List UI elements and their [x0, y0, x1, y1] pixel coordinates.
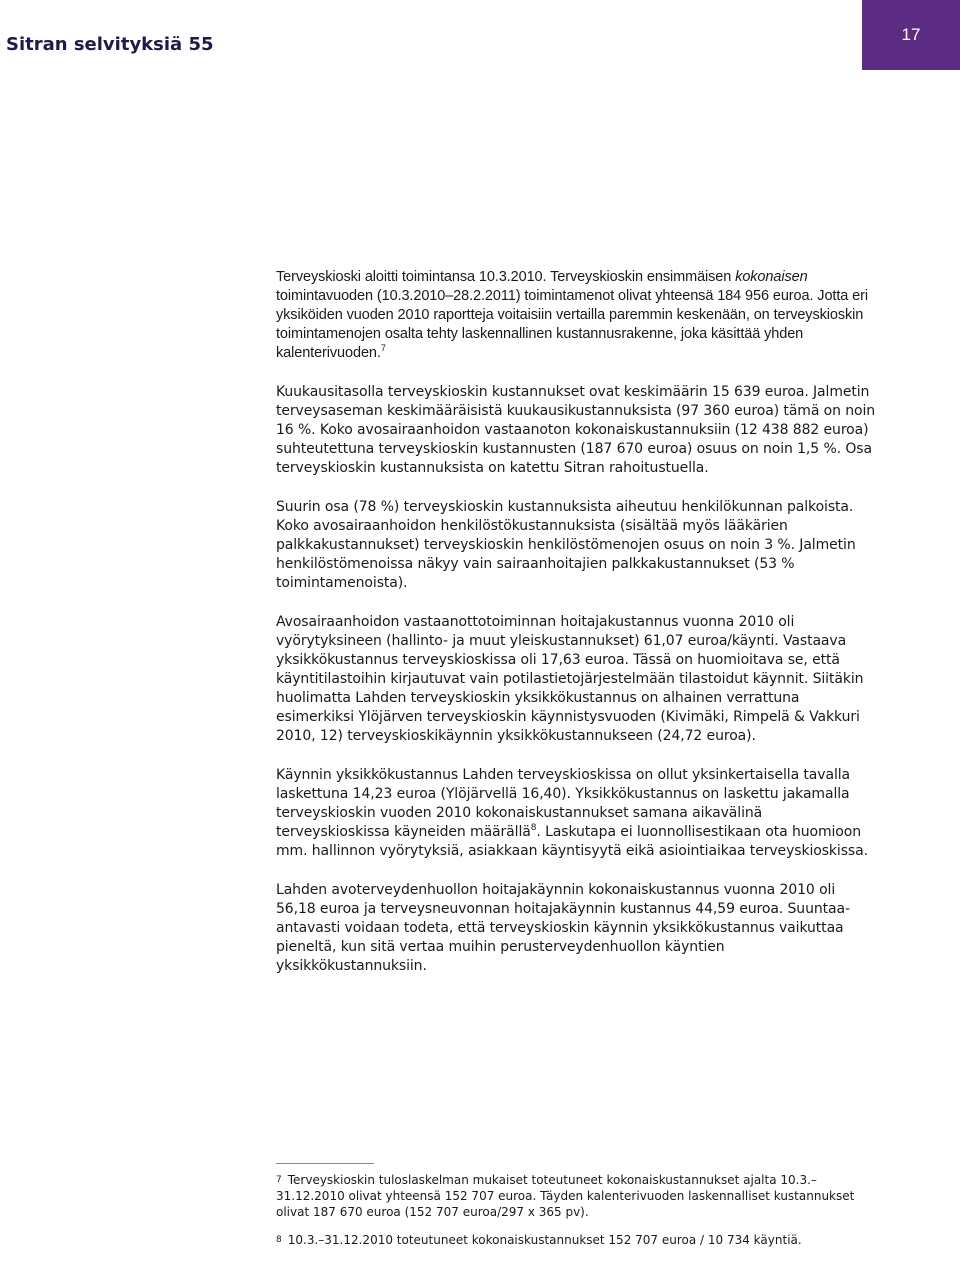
paragraph-4: Avosairaanhoidon vastaanottotoiminnan hoitajakustannus vuonna 2010 oli vyörytyksineen (hallinto- ja muut yleiskustannukset) 61,07 euroa/käynti. Vastaava yksikkökustannus terveyskioskissa oli 17,63 euroa. Tässä on huomioitava se, että käyntitilastoihin kirjautuvat vain potilastietojärjestelmään tilastoidut käynnit. Siitäkin huolimatta Lahden terveyskioskin yksikkökustannus on alhainen verrattuna esimerkiksi Ylöjärven terveyskioskin käynnistysvuoden (Kivimäki, Rimpelä & Vakkuri 2010, 12) terveyskioskikäynnin yksikkökustannukseen (24,72 euroa).: [276, 614, 864, 744]
paragraph-1: [276, 268, 876, 363]
paragraph-3: Suurin osa (78 %) terveyskioskin kustannuksista aiheutuu henkilökunnan palkoista. Koko avosairaanhoidon henkilöstökustannuksista (sisältää myös lääkärien palkkakustannukset) terveyskioskin henkilöstömenojen osuus on noin 3 %. Jalmetin henkilöstömenoissa näkyy vain sairaanhoitajien palkkakustannukset (53 % toimintamenoista).: [276, 499, 856, 591]
footnote-7-text: Terveyskioskin tuloslaskelman mukaiset toteutuneet kokonaiskustannukset ajalta 10.3.–31.12.2010 olivat yhteensä 152 707 euroa. Täyden kalenterivuoden laskennalliset kustannukset olivat 187 670 euroa (152 707 euroa/297 x 365 pv).: [276, 1173, 855, 1219]
footnote-8-marker: 8: [276, 1235, 282, 1245]
page-number-badge: [862, 0, 960, 70]
main-body-text: [276, 268, 876, 996]
paragraph-2: Kuukausitasolla terveyskioskin kustannukset ovat keskimäärin 15 639 euroa. Jalmetin terveysaseman keskimääräisistä kuukausikustannuksista (97 360 euroa) tämä on noin 16 %. Koko avosairaanhoidon vastaanoton kokonaiskustannuksiin (12 438 882 euroa) suhteutettuna terveyskioskin kustannusten (187 670 euroa) osuus on noin 1,5 %. Osa terveyskioskin kustannuksista on katettu Sitran rahoitustuella.: [276, 384, 876, 476]
footnote-divider: [276, 1163, 374, 1164]
page-number: 17: [901, 25, 921, 44]
footnote-ref-8[interactable]: 8: [530, 823, 537, 833]
paragraph-1-italic: kokonaisen: [735, 269, 808, 285]
paragraph-1-text-a: Terveyskioski aloitti toimintansa 10.3.2010. Terveyskioskin ensimmäisen: [276, 269, 736, 285]
footnote-7-marker: 7: [276, 1175, 282, 1185]
paragraph-6: Lahden avoterveydenhuollon hoitajakäynnin kokonaiskustannus vuonna 2010 oli 56,18 euroa ja terveysneuvonnan hoitajakäynnin kustannus 44,59 euroa. Suuntaa-antavasti voidaan todeta, että terveyskioskin käynnin yksikkökustannus vaikuttaa pieneltä, kun sitä vertaa muihin perusterveydenhuollon käyntien yksikkökustannuksiin.: [276, 882, 850, 974]
footnote-8-text: 10.3.–31.12.2010 toteutuneet kokonaiskustannukset 152 707 euroa / 10 734 käyntiä.: [287, 1233, 802, 1247]
footnote-ref-7[interactable]: 7: [380, 343, 386, 353]
footnotes: [276, 1172, 856, 1260]
publication-title: Sitran selvityksiä 55: [6, 34, 214, 55]
paragraph-1-text-b: toimintavuoden (10.3.2010–28.2.2011) toimintamenot olivat yhteensä 184 956 euroa. Jotta eri yksiköiden vuoden 2010 raportteja voitaisiin vertailla paremmin keskenään, on terveyskioskin toimintamenojen osalta tehty laskennallinen kustannusrakenne, joka käsittää yhden kalenterivuoden.: [276, 288, 868, 361]
footnote-8: [276, 1232, 856, 1248]
paragraph-5: [276, 766, 876, 861]
paragraph-5-text-b: . Laskutapa ei luonnollisestikaan ota huomioon mm. hallinnon vyörytyksiä, asiakkaan käyntisyytä eikä asiointiaikaa terveyskioskissa.: [276, 824, 868, 859]
paragraph-5-text-a: Käynnin yksikkökustannus Lahden terveyskioskissa on ollut yksinkertaisella tavalla laskettuna 14,23 euroa (Ylöjärvellä 16,40). Yksikkökustannus on laskettu jakamalla terveyskioskin vuoden 2010 kokonaiskustannukset samana aikavälinä terveyskioskissa käyneiden määrällä: [276, 767, 851, 840]
footnote-7: [276, 1172, 856, 1220]
